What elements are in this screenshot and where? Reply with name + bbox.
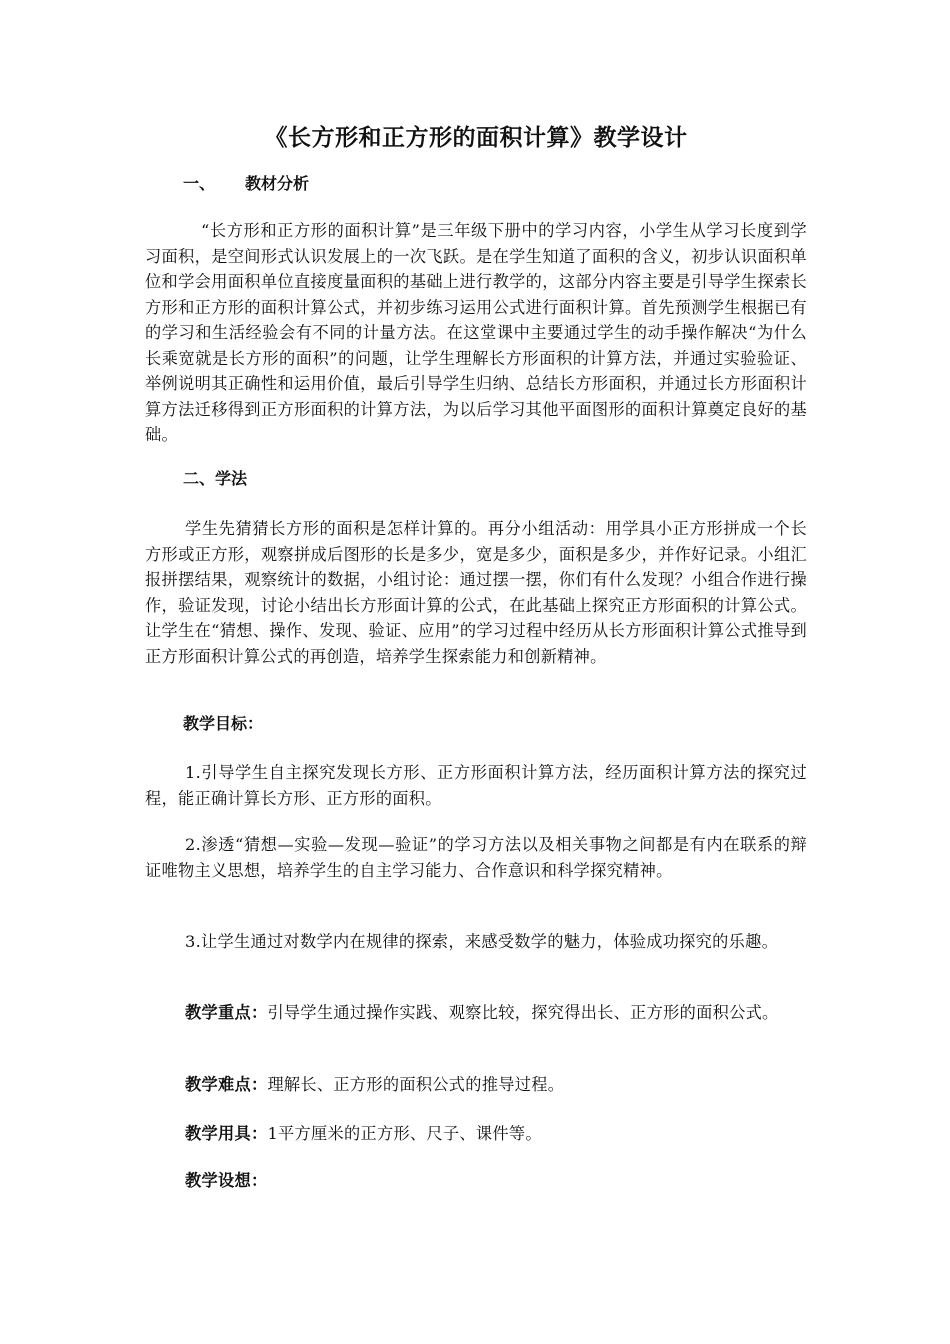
section-heading-learning-method: 二、学法 [183, 469, 248, 488]
design-label: 教学设想： [185, 1171, 268, 1190]
difficulty-label: 教学难点： [185, 1075, 268, 1094]
key-point-text: 引导学生通过操作实践、观察比较，探究得出长、正方形的面积公式。 [267, 1003, 779, 1022]
teaching-goals-label: 教学目标： [183, 714, 264, 733]
tools-label: 教学用具： [185, 1124, 268, 1143]
key-point-label: 教学重点： [185, 1003, 268, 1022]
goal-item-3: 3.让学生通过对数学内在规律的探索，来感受数学的魅力，体验成功探究的乐趣。 [185, 932, 779, 951]
difficulty-text: 理解长、正方形的面积公式的推导过程。 [267, 1075, 565, 1094]
learning-method-paragraph: 学生先猜猜长方形的面积是怎样计算的。再分小组活动：用学具小正方形拼成一个长方形或正方形，观察拼成后图形的长是多少，宽是多少，面积是多少，并作好记录。小组汇报拼摆结果，观察统计的数据，小组讨论：通过摆一摆，你们有什么发现？小组合作进行操作，验证发现，讨论小结出长方形面计算的公式，在此基础上探究正方形面积的计算公式。让学生在“猜想、操作、发现、验证、应用”的学习过程中经历从长方形面积计算公式推导到正方形面积计算公式的再创造，培养学生探索能力和创新精神。 [145, 519, 807, 666]
design-line [145, 1168, 807, 1194]
goal-item-2: 2.渗透“猜想—实验—发现—验证”的学习方法以及相关事物之间都是有内在联系的辩证唯物主义思想，培养学生的自主学习能力、合作意识和科学探究精神。 [145, 835, 807, 880]
tools-line [145, 1121, 807, 1147]
materials-analysis-paragraph: “长方形和正方形的面积计算”是三年级下册中的学习内容，小学生从学习长度到学习面积，是空间形式认识发展上的一次飞跃。是在学生知道了面积的含义，初步认识面积单位和学会用面积单位直接度量面积的基础上进行教学的，这部分内容主要是引导学生探索长方形和正方形的面积计算公式，并初步练习运用公式进行面积计算。首先预测学生根据已有的学习和生活经验会有不同的计量方法。在这堂课中主要通过学生的动手操作解决“为什么长乘宽就是长方形的面积”的问题，让学生理解长方形面积的计算方法，并通过实验验证、举例说明其正确性和运用价值，最后引导学生归纳、总结长方形面积，并通过长方形面积计算方法迁移得到正方形面积的计算方法，为以后学习其他平面图形的面积计算奠定良好的基础。 [145, 221, 807, 444]
section-heading-materials [183, 172, 309, 196]
difficulty-line [145, 1072, 807, 1098]
section-title: 教材分析 [245, 174, 310, 193]
section-number: 一、 [183, 174, 216, 193]
tools-text: 1平方厘米的正方形、尺子、课件等。 [267, 1124, 542, 1143]
goal-item-1: 1.引导学生自主探究发现长方形、正方形面积计算方法，经历面积计算方法的探究过程，能正确计算长方形、正方形的面积。 [145, 763, 807, 808]
key-point-line [145, 1000, 807, 1026]
document-title: 《长方形和正方形的面积计算》教学设计 [264, 125, 688, 151]
